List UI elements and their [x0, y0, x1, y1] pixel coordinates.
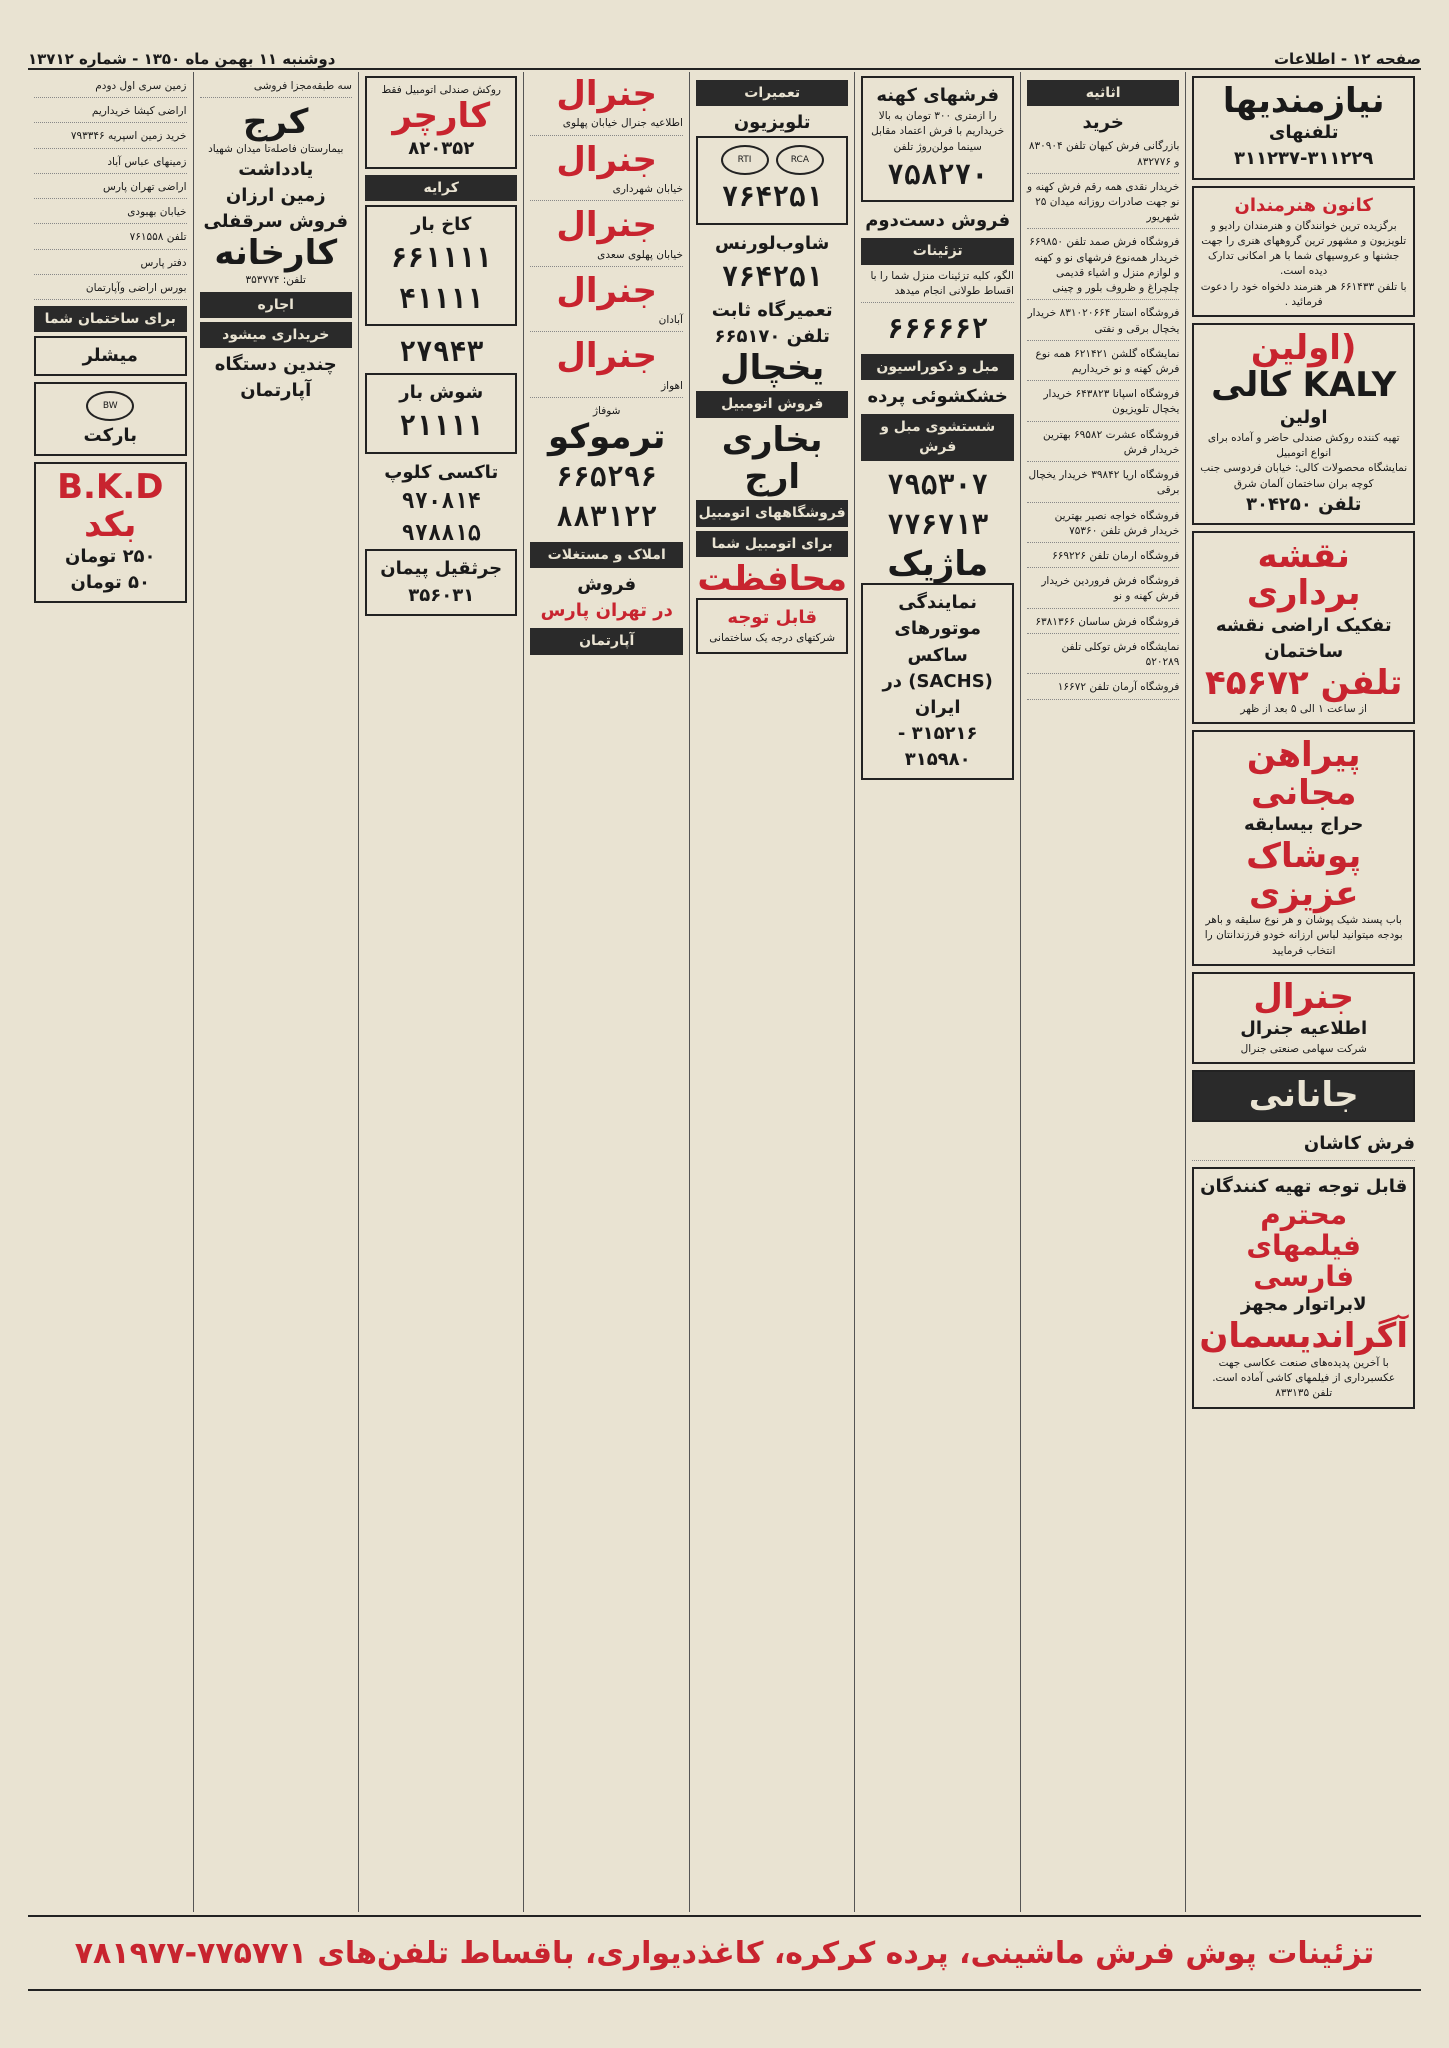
- columns: [28, 72, 1421, 1912]
- general-title-5: جنرال: [556, 336, 658, 377]
- barkat-title: بارکت: [83, 425, 137, 447]
- list-item: نمایشگاه فرش توکلی تلفن ۵۲۰۲۸۹: [1027, 640, 1179, 674]
- kaly-logo: KALY کالی: [1211, 365, 1397, 406]
- janani-row: [1192, 1070, 1415, 1127]
- termoko-phone: ۶۶۵۲۹۶: [556, 459, 658, 493]
- apartman-title: آپارتمان: [240, 380, 312, 402]
- bkd-price1: ۲۵۰ تومان: [64, 546, 156, 568]
- dast2-title: فروش دست‌دوم: [865, 210, 1011, 232]
- zamin-title: زمین ارزان: [225, 184, 326, 206]
- list-item: خریدار نقدی همه رقم فرش کهنه و نو جهت صادرات روزانه میدان ۲۵ شهریور: [1027, 180, 1179, 230]
- list-item: فروشگاه خواجه نصیر بهترین خریدار فرش تلفن ۷۵۳۶۰: [1027, 509, 1179, 543]
- sachs-ad: [861, 583, 1013, 780]
- chandin-title: چندین دستگاه: [214, 354, 337, 376]
- film-phone: تلفن ۸۳۳۱۳۵: [1275, 1387, 1333, 1400]
- naghshe-title: نقشه برداری: [1246, 535, 1361, 614]
- kanoon-ad: [1192, 186, 1415, 317]
- tag-building: برای ساختمان شما: [34, 306, 186, 332]
- film-text: با آخرین پدیده‌های صنعت عکاسی جهت عکسبرداری از فیلمهای کاشی آماده است.: [1212, 1356, 1396, 1385]
- tag-tamir: تعمیرات: [696, 80, 848, 106]
- kohne-title: فرشهای کهنه: [876, 85, 1000, 106]
- mall-title: فروش سرقفلی: [203, 211, 348, 233]
- yadasht-title: یادداشت: [238, 158, 314, 180]
- kaly-text: تهیه کننده روکش صندلی حاضر و آماده برای انواع اتومبیل: [1207, 431, 1400, 460]
- ghabel-title: قابل توجه: [727, 607, 817, 629]
- mobl-title: سه طبقه‌مجزا فروشی: [200, 79, 352, 98]
- pirahan-ad: [1192, 730, 1415, 965]
- list-item: فروشگاه فرش ساسان ۶۳۸۱۳۶۶: [1027, 615, 1179, 634]
- avalin-sub: اولین: [1279, 406, 1328, 428]
- list-item: زمینهای عباس آباد: [34, 155, 186, 174]
- rca-phone: ۷۶۴۲۵۱: [721, 180, 823, 214]
- list-item: فروشگاه فرش صمد تلفن ۶۶۹۸۵۰ خریدار همه‌نوع فرشهای نو و کهنه و لوازم منزل و اشیاء قدیمی چلچراغ و ظروف بلور و چینی: [1027, 235, 1179, 300]
- list-item: خرید زمین اسپریه ۷۹۳۳۴۶: [34, 129, 186, 148]
- janani-ad: [1192, 1070, 1415, 1121]
- bkd-logo: B.K.D: [57, 467, 164, 508]
- film-big: محترم فیلمهای فارسی: [1246, 1198, 1362, 1293]
- list-item: بازرگانی فرش کیهان تلفن ۸۳۰۹۰۴ و ۸۳۲۷۷۶: [1027, 139, 1179, 173]
- tag-stores: فروشگاههای اتومبیل: [696, 500, 848, 526]
- shoyi-phone: ۷۹۵۳۰۷: [887, 467, 989, 501]
- karaj-sub: بیمارستان فاصله‌تا میدان شهیاد: [208, 142, 344, 155]
- general-title-1: جنرال: [556, 74, 658, 114]
- jartaghil-title: جرثقیل پیمان: [380, 558, 503, 580]
- avalin-title: (اولین: [1250, 327, 1357, 368]
- naghshe-hours: از ساعت ۱ الی ۵ بعد از ظهر: [1240, 703, 1367, 716]
- farsh-kashan-title: فرش کاشان: [1303, 1132, 1415, 1154]
- janani-title: جانانی: [1248, 1075, 1359, 1116]
- list-item: دفتر پارس: [34, 256, 186, 275]
- general-addr-2: خیابان شهرداری: [530, 182, 682, 201]
- kaly-address: نمایشگاه محصولات کالی: خیابان فردوسی جنب کوچه بران ساختمان آلمان شرق: [1200, 462, 1408, 490]
- kohne-text: را ازمتری ۳۰۰ تومان به بالا خریداریم با فرش اعتماد مقابل سینما مولن‌روژ تلفن: [871, 110, 1005, 153]
- niazmandiha-phones: تلفنهای ۳۱۱۲۲۹-۳۱۱۲۳۷: [1234, 122, 1374, 170]
- page-label: صفحه ۱۲ - اطلاعات: [1273, 50, 1421, 68]
- pooshak-title: پوشاک عزیزی: [1246, 836, 1362, 914]
- general-title-4: جنرال: [556, 270, 658, 311]
- col8-ads: [34, 79, 186, 300]
- list-item: خیابان بهبودی: [34, 205, 186, 224]
- tehran-pars-title: در تهران پارس: [540, 600, 673, 622]
- general-addr-3: خیابان پهلوی سعدی: [530, 248, 682, 267]
- list-item: اراضی تهران پارس: [34, 180, 186, 199]
- bw-logo-icon: BW: [86, 391, 134, 421]
- column-7: [193, 72, 358, 1912]
- list-item: تلفن ۷۶۱۵۵۸: [34, 230, 186, 249]
- column-3: [854, 72, 1019, 1912]
- general-notice: اطلاعیه جنرال: [1240, 1018, 1368, 1040]
- bkd-ad: [34, 462, 186, 603]
- khoshkshooi-title: خشکشوئی پرده: [867, 386, 1008, 408]
- general-addr-4: آبادان: [530, 313, 682, 332]
- kharid-title: خرید: [1082, 112, 1124, 134]
- rowkesh-text: روکش صندلی اتومبیل فقط: [381, 84, 501, 96]
- tag-rent: اجاره: [200, 292, 352, 318]
- bus-phone: ۲۷۹۴۳: [399, 335, 484, 369]
- tag-apartment: آپارتمان: [530, 628, 682, 654]
- mischler-ad: [34, 336, 186, 376]
- naghshe-ad: [1192, 531, 1415, 725]
- arj-title: ارج: [744, 456, 801, 497]
- barkat-ad: [34, 382, 186, 456]
- karchar-title: کارچر: [392, 96, 491, 137]
- mischler-title: میشلر: [82, 345, 138, 367]
- decor-phone: ۶۶۶۶۶۲: [887, 312, 989, 346]
- marik-title: ماژیک: [887, 543, 989, 584]
- list-item: فروشگاه عشرت ۶۹۵۸۲ بهترین خریدار فرش: [1027, 428, 1179, 462]
- tag-alite: اثاثیه: [1027, 80, 1179, 106]
- general-addr-1: اطلاعیه جنرال خیابان پهلوی: [530, 116, 682, 135]
- list-item: فروشگاه ارمان تلفن ۶۶۹۲۲۶: [1027, 549, 1179, 568]
- list-item: فروشگاه اسپانا ۶۴۳۸۲۳ خریدار یخچال تلویزیون: [1027, 387, 1179, 421]
- tag-kharidar: خریداری میشود: [200, 322, 352, 348]
- karkhane-title: کارخانه: [214, 233, 338, 274]
- tag-shoyi: شستشوی مبل و فرش: [861, 414, 1013, 461]
- naghshe-phone: تلفن ۴۵۶۷۲: [1205, 662, 1403, 703]
- pooshak-text: باب پسند شیک پوشان و هر نوع سلیقه و باهر بودجه میتوانید لباس ارزانه خودو فرزندانتان را انتخاب فرمایید: [1204, 914, 1403, 957]
- naghshe-sub: تفکیک اراضی نقشه ساختمان: [1215, 614, 1392, 662]
- jartaghil-phone: ۳۵۶۰۳۱: [408, 584, 475, 606]
- general-title: جنرال: [1253, 976, 1355, 1017]
- kaly-phone: تلفن ۳۰۴۲۵۰: [1245, 493, 1362, 515]
- list-item: فروشگاه فرش فروردین خریدار فرش کهنه و نو: [1027, 574, 1179, 608]
- tag-amlak: املاک و مستغلات: [530, 542, 682, 568]
- sales-lorens: شاوب‌لورنس: [715, 232, 830, 254]
- sabet-phone: تلفن ۶۶۵۱۷۰: [714, 325, 830, 347]
- karchar-ad: [365, 76, 517, 169]
- bkd-fa: بکد: [84, 504, 137, 545]
- kohne-phone: ۷۵۸۲۷۰: [887, 157, 989, 191]
- list-item: فروشگاه اریا ۳۹۸۴۲ خریدار یخچال برقی: [1027, 468, 1179, 502]
- kach-title: کاخ بار: [411, 214, 472, 235]
- haraj-title: حراج بیسابقه: [1244, 814, 1364, 836]
- list-item: زمین سری اول دودم: [34, 79, 186, 98]
- tag-auto: فروش اتومبیل: [696, 391, 848, 417]
- kach-phones: ۶۶۱۱۱۱ ۴۱۱۱۱: [390, 241, 492, 315]
- sachs-title: نمایندگی موتورهای ساکس (SACHS) در ایران: [882, 592, 993, 718]
- bkd-price2: ۵۰ تومان: [70, 572, 151, 594]
- kohne-ad: [861, 76, 1013, 202]
- tag-kerayeh: کرایه: [365, 175, 517, 201]
- niazmandiha-box: [1192, 76, 1415, 180]
- list-item: بورس اراضی وآپارتمان: [34, 281, 186, 300]
- tv-title: تلویزیون: [733, 112, 811, 134]
- general-ad: [1192, 972, 1415, 1065]
- farsh-kashan-ad: [1192, 1131, 1415, 1161]
- list-item: فروشگاه استار ۸۳۱۰۲۰۶۶۴ خریدار یخچال برقی و نفتی: [1027, 306, 1179, 340]
- kanoon-title: کانون هنرمندان: [1234, 194, 1373, 216]
- sales-phone: ۷۶۴۲۵۱: [721, 260, 823, 294]
- ghabel-ad: [696, 598, 848, 653]
- taxi-title: تاکسی کلوپ: [384, 461, 499, 483]
- tag-mobl: مبل و دکوراسیون: [861, 354, 1013, 380]
- column-8: [28, 72, 192, 1912]
- list-item: فروشگاه آرمان تلفن ۱۶۶۷۲: [1027, 680, 1179, 699]
- taxi-phones: ۹۷۰۸۱۴ ۹۷۸۸۱۵: [401, 488, 481, 546]
- ket-phone: ۷۷۶۷۱۳: [887, 508, 989, 542]
- bottom-text: تزئینات پوش فرش ماشینی، پرده کرکره، کاغذدیواری، باقساط تلفن‌های ۷۷۵۷۷۱-۷۸۱۹۷۷: [74, 1935, 1375, 1971]
- col2-ads: [1027, 139, 1179, 699]
- column-4: [689, 72, 854, 1912]
- general-company: شرکت سهامی صنعتی جنرال: [1240, 1043, 1367, 1056]
- column-5: [523, 72, 688, 1912]
- forush-title: فروش: [577, 574, 637, 596]
- tag-for-auto: برای اتومبیل شما: [696, 531, 848, 557]
- film-ad: [1192, 1167, 1415, 1409]
- rti-logo-icon: RTI: [721, 145, 769, 175]
- date-label: دوشنبه ۱۱ بهمن ماه ۱۳۵۰ - شماره ۱۳۷۱۲: [28, 50, 336, 68]
- bottom-banner: [28, 1915, 1421, 1991]
- niazmandiha-title: نیازمندیها: [1222, 81, 1385, 121]
- mohafezat-title: محافظت: [697, 558, 848, 599]
- termoko-title: ترموکو: [548, 417, 666, 458]
- column-2: [1020, 72, 1185, 1912]
- ghabel-sub: شرکتهای درجه یک ساختمانی: [709, 632, 836, 645]
- decor-text: الگو، کلیه تزئینات منزل شما را با اقساط طولانی انجام میدهد: [861, 269, 1013, 303]
- karkhane-phone: تلفن: ۳۵۳۷۷۴: [245, 273, 306, 286]
- kanoon-phone: با تلفن ۶۶۱۴۳۳ هر هنرمند دلخواه خود را دعوت فرمائید .: [1200, 280, 1407, 308]
- shosh-ad: [365, 373, 517, 454]
- kanoon-text: برگزیده ترین خوانندگان و هنرمندان رادیو و تلویزیون و مشهور ترین گروههای هنری را جهت جشنها و عروسیهای شما با هر امکانی تدارک دیده است.: [1201, 219, 1407, 278]
- shosh-phone: ۲۱۱۱۱: [399, 408, 484, 442]
- karaj-title: کرج: [243, 102, 309, 143]
- kaly-ad: [1192, 323, 1415, 525]
- column-6: [358, 72, 523, 1912]
- jartaghil-ad: [365, 549, 517, 615]
- yakhchal-title: یخچال: [720, 347, 825, 388]
- general-title-3: جنرال: [556, 205, 658, 246]
- sachs-phones: ۳۱۵۲۱۶ - ۳۱۵۹۸۰: [897, 722, 978, 770]
- general-addr-5: اهواز: [530, 379, 682, 398]
- tag-decor: تزئینات: [861, 238, 1013, 264]
- agrandisman: آگراندیسمان: [1199, 1316, 1408, 1357]
- karchar-phone: ۸۲۰۳۵۲: [408, 137, 475, 159]
- colleg-phone: ۸۸۳۱۲۲: [556, 500, 658, 534]
- termoko-label: شوفاژ: [592, 405, 621, 418]
- film-title: قابل توجه تهیه کنندگان: [1200, 1175, 1408, 1197]
- bokhari-title: بخاری: [721, 419, 823, 460]
- list-item: اراضی کیشا خریداریم: [34, 104, 186, 123]
- shosh-title: شوش بار: [399, 381, 484, 403]
- tamir-sabet: تعمیرگاه ثابت: [711, 299, 833, 321]
- rca-ad: [696, 136, 848, 225]
- pirahan-title: پیراهن مجانی: [1246, 735, 1361, 813]
- kach-ad: [365, 205, 517, 326]
- list-item: نمایشگاه گلشن ۶۲۱۴۲۱ همه نوع فرش کهنه و نو خریداریم: [1027, 347, 1179, 381]
- column-1: [1185, 72, 1421, 1912]
- film-lab: لابراتوار مجهز: [1240, 1294, 1367, 1316]
- rca-logo-icon: RCA: [776, 145, 824, 175]
- general-title-2: جنرال: [556, 139, 658, 180]
- page-header: [28, 44, 1421, 70]
